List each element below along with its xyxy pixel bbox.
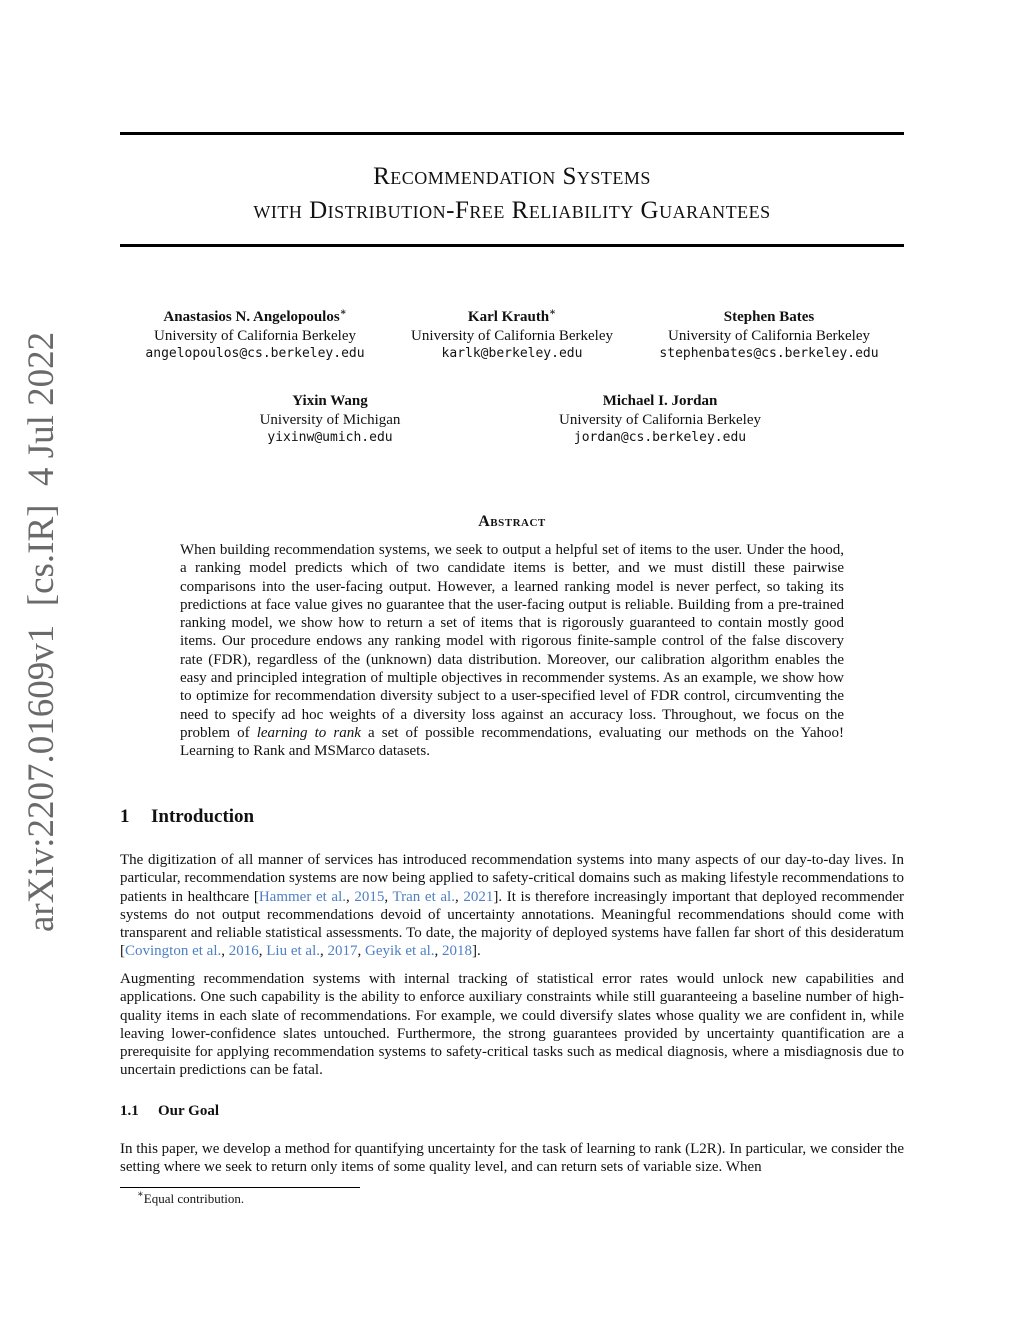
author-email[interactable]: karlk@berkeley.edu bbox=[441, 346, 583, 361]
section-heading-introduction: 1 Introduction bbox=[120, 806, 255, 827]
title-line-1: Recommendation Systems bbox=[373, 163, 651, 190]
author-block bbox=[535, 392, 785, 448]
abstract-text: When building recommendation systems, we seek to output a helpful set of items to the user. Under the hood, a ranking model predicts which of two candidate items is better, and we must distill these pairwise comparisons into the user-facing output. However, a learned ranking model is never perfect, so taking its predictions at face value gives no guarantee that the user-facing output is reliable. Building from a pre-trained ranking model, we show how to return a set of items that is rigorously guaranteed to contain mostly good items. Our procedure endows any ranking model with rigorous finite-sample control of the false discovery rate (FDR), regardless of the (unknown) data distribution. Moreover, our calibration algorithm enables the easy and principled integration of multiple objectives in recommender systems. As an example, we show how to optimize for recommendation diversity subject to a user-specified level of FDR control, circumventing the need to specify ad hoc weights of a diversity loss against an accuracy loss. Throughout, we focus on the problem of learning to rank a set of possible recommendations, evaluating our methods on the Yahoo! Learning to Rank and MSMarco datasets. bbox=[180, 542, 845, 760]
author-block bbox=[393, 308, 631, 364]
author-email[interactable]: stephenbates@cs.berkeley.edu bbox=[659, 346, 879, 361]
author-name: Anastasios N. Angelopoulos∗ bbox=[163, 307, 347, 325]
citation-link[interactable]: Hammer et al. bbox=[258, 888, 346, 905]
author-block bbox=[640, 308, 898, 364]
citation-link[interactable]: 2021 bbox=[463, 888, 494, 905]
citation-link[interactable]: Tran et al. bbox=[392, 888, 455, 905]
citation-link[interactable]: 2015 bbox=[354, 888, 385, 905]
author-block bbox=[130, 308, 380, 364]
author-name: Yixin Wang bbox=[292, 393, 368, 409]
author-block bbox=[224, 392, 436, 448]
citation-link[interactable]: 2016 bbox=[228, 943, 259, 960]
intro-paragraph-2: Augmenting recommendation systems with internal tracking of statistical error rates would unlock new capabilities and applications. One such capability is the ability to enforce auxiliary constraints while still guaranteeing a baseline number of high-quality items in each slate of recommendations. For example, we could diversify slates whose quality we are confident in, while leaving lower-confidence slates untouched. Furthermore, the strong guarantees provided by uncertainty quantification are a prerequisite for applying recommendation systems to safety-critical tasks such as medical diagnosis, where a misdiagnosis due to uncertain predictions can be fatal. bbox=[120, 971, 904, 1079]
title-line-2: with Distribution-Free Reliability Guarantees bbox=[253, 197, 771, 224]
goal-paragraph: In this paper, we develop a method for quantifying uncertainty for the task of learning to rank (L2R). In particular, we consider the setting where we seek to return only items of some quality level, and can return sets of variable size. When bbox=[120, 1141, 904, 1176]
author-email[interactable]: angelopoulos@cs.berkeley.edu bbox=[145, 346, 365, 361]
footnote bbox=[137, 1191, 244, 1207]
equal-contribution-mark: ∗ bbox=[339, 307, 347, 318]
citation-link[interactable]: Covington et al. bbox=[125, 943, 222, 960]
author-affiliation: University of California Berkeley bbox=[153, 327, 357, 344]
author-email[interactable]: jordan@cs.berkeley.edu bbox=[573, 430, 747, 445]
equal-contribution-mark: ∗ bbox=[549, 307, 557, 318]
author-affiliation: University of California Berkeley bbox=[410, 327, 614, 344]
author-name: Michael I. Jordan bbox=[602, 393, 718, 409]
paper-title bbox=[120, 160, 904, 228]
abstract-heading: Abstract bbox=[478, 513, 546, 530]
subsection-heading-our-goal: 1.1 Our Goal bbox=[120, 1103, 219, 1119]
author-affiliation: University of Michigan bbox=[259, 411, 401, 428]
author-name: Stephen Bates bbox=[723, 309, 815, 325]
citation-link[interactable]: 2018 bbox=[442, 943, 473, 960]
footnote-rule bbox=[120, 1187, 360, 1188]
arxiv-identifier-stamp: arXiv:2207.01609v1 [cs.IR] 4 Jul 2022 bbox=[21, 331, 62, 932]
author-email[interactable]: yixinw@umich.edu bbox=[267, 430, 393, 445]
citation-link[interactable]: Liu et al. bbox=[266, 943, 320, 960]
citation-link[interactable]: Geyik et al. bbox=[364, 943, 435, 960]
author-affiliation: University of California Berkeley bbox=[667, 327, 871, 344]
author-name: Karl Krauth∗ bbox=[467, 307, 557, 325]
title-top-rule bbox=[120, 132, 904, 135]
footnote-text: Equal contribution. bbox=[143, 1191, 245, 1206]
footnote-mark: ∗ bbox=[137, 1189, 144, 1200]
citation-link[interactable]: 2017 bbox=[327, 943, 358, 960]
author-affiliation: University of California Berkeley bbox=[558, 411, 762, 428]
emphasis-learning-to-rank: learning to rank bbox=[256, 724, 361, 741]
title-bottom-rule bbox=[120, 244, 904, 247]
intro-paragraph-1: The digitization of all manner of services has introduced recommendation systems into many aspects of our day-to-day lives. In particular, recommendation systems are now being applied to safety-critical domains such as making lifestyle recommendations to patients in healthcare [Hammer et al., 2015, Tran et al., 2021]. It is therefore increasingly important that deployed recommender systems do not output recommendations devoid of uncertainty annotations. Meaningful recommendations should come with transparent and reliable statistical assessments. To date, the majority of deployed systems have fallen far short of this desideratum [Covington et al., 2016, Liu et al., 2017, Geyik et al., 2018]. bbox=[120, 852, 905, 960]
